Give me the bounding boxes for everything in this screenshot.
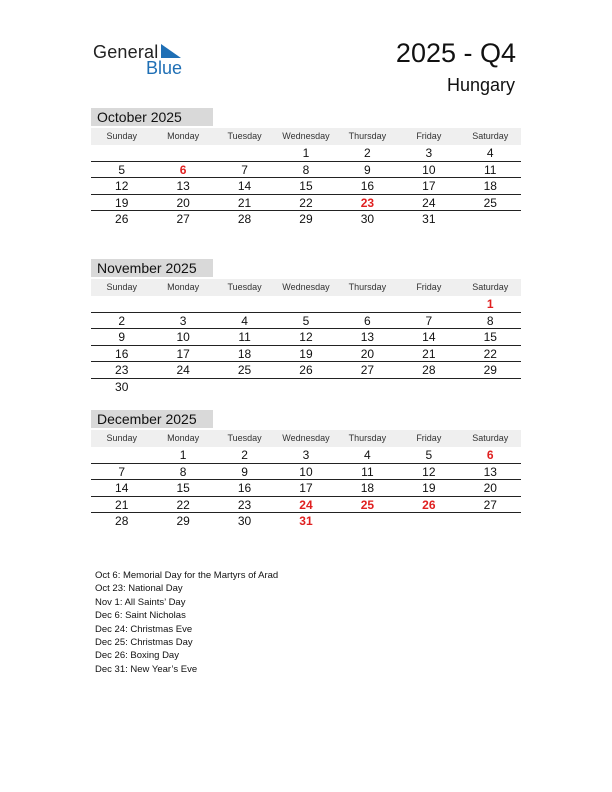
day-cell: 30 xyxy=(237,514,252,528)
day-cell: 20 xyxy=(176,195,190,210)
day-cell xyxy=(152,379,213,396)
day-cell: 7 xyxy=(118,464,126,479)
day-cell: 13 xyxy=(483,464,497,479)
day-cell: 14 xyxy=(237,179,252,193)
day-cell: 17 xyxy=(176,346,190,361)
day-cell: 13 xyxy=(360,330,375,344)
week-row xyxy=(91,362,521,379)
day-cell: 1 xyxy=(302,146,310,160)
day-cell: 15 xyxy=(299,179,313,193)
month-calendar xyxy=(91,108,521,228)
day-cell: 5 xyxy=(118,162,126,177)
holiday-note: Dec 24: Christmas Eve xyxy=(95,623,193,635)
day-cell: 30 xyxy=(115,379,129,394)
day-cell xyxy=(337,296,398,312)
day-cell: 9 xyxy=(118,330,126,344)
day-cell: 26 xyxy=(299,363,313,377)
day-cell: 27 xyxy=(176,212,190,226)
holiday-day-cell: 6 xyxy=(486,448,494,462)
weekday-label: Wednesday xyxy=(282,131,330,141)
weekday-label: Sunday xyxy=(106,282,137,292)
day-cell: 28 xyxy=(422,363,436,377)
month-title: October 2025 xyxy=(91,108,213,126)
day-cell xyxy=(91,296,152,312)
month-title: December 2025 xyxy=(91,410,213,428)
weekday-label: Monday xyxy=(167,131,200,141)
week-row xyxy=(91,296,521,313)
day-cell xyxy=(398,379,459,396)
week-row xyxy=(91,211,521,228)
day-cell: 3 xyxy=(302,448,310,462)
holiday-note: Nov 1: All Saints’ Day xyxy=(95,596,186,608)
weekday-label: Sunday xyxy=(106,433,137,443)
day-cell: 27 xyxy=(360,363,375,377)
country-name: Hungary xyxy=(446,75,515,95)
weekday-label: Saturday xyxy=(472,433,509,443)
holiday-day-cell: 31 xyxy=(299,514,313,528)
holiday-note: Oct 6: Memorial Day for the Martyrs of Arad xyxy=(95,570,279,581)
holiday-day-cell: 6 xyxy=(179,162,187,177)
day-cell: 31 xyxy=(422,212,436,226)
day-cell: 14 xyxy=(422,330,436,344)
day-cell: 23 xyxy=(115,363,129,377)
brand-word-blue: Blue xyxy=(146,58,183,78)
day-cell: 9 xyxy=(364,162,371,177)
day-cell: 7 xyxy=(425,313,433,328)
day-cell: 2 xyxy=(364,146,371,160)
day-cell: 10 xyxy=(299,464,313,479)
day-cell: 25 xyxy=(483,195,497,210)
week-row xyxy=(91,379,521,396)
day-cell: 8 xyxy=(302,162,310,177)
month-calendar xyxy=(91,259,521,395)
weekday-label: Tuesday xyxy=(227,131,262,141)
day-cell: 21 xyxy=(422,346,436,361)
day-cell: 22 xyxy=(176,497,190,512)
day-cell: 14 xyxy=(115,481,129,495)
day-cell xyxy=(152,145,213,161)
day-cell: 28 xyxy=(237,212,252,226)
day-cell: 18 xyxy=(483,179,497,193)
day-cell: 8 xyxy=(179,464,187,479)
holiday-day-cell: 26 xyxy=(422,497,436,512)
day-cell xyxy=(275,379,336,396)
holiday-day-cell: 25 xyxy=(360,497,375,512)
day-cell: 25 xyxy=(237,363,252,377)
day-cell xyxy=(398,513,459,530)
day-cell: 12 xyxy=(422,464,436,479)
day-cell xyxy=(337,379,398,396)
holiday-note: Dec 25: Christmas Day xyxy=(95,637,193,649)
day-cell: 4 xyxy=(364,448,371,462)
weekday-label: Monday xyxy=(167,282,200,292)
weekday-header xyxy=(91,430,521,447)
day-cell xyxy=(152,296,213,312)
week-row xyxy=(91,346,521,363)
day-cell: 30 xyxy=(360,212,375,226)
weekday-label: Monday xyxy=(167,433,200,443)
day-cell: 16 xyxy=(115,346,129,361)
week-row xyxy=(91,329,521,346)
month-calendar xyxy=(91,410,521,530)
day-cell: 16 xyxy=(360,179,375,193)
day-cell xyxy=(214,296,275,312)
day-cell: 10 xyxy=(176,330,190,344)
day-cell: 2 xyxy=(118,313,126,328)
day-cell: 12 xyxy=(299,330,313,344)
weekday-header xyxy=(91,279,521,296)
holiday-day-cell: 1 xyxy=(486,297,494,311)
day-cell xyxy=(460,513,521,530)
week-row xyxy=(91,447,521,464)
day-cell: 24 xyxy=(422,195,436,210)
holiday-day-cell: 23 xyxy=(360,195,375,210)
day-cell xyxy=(214,145,275,161)
week-row xyxy=(91,480,521,497)
day-cell: 22 xyxy=(299,195,313,210)
day-cell: 3 xyxy=(179,313,187,328)
day-cell: 20 xyxy=(483,481,497,495)
day-cell: 29 xyxy=(176,514,190,528)
day-cell xyxy=(214,379,275,396)
day-cell xyxy=(460,379,521,396)
week-row xyxy=(91,464,521,481)
day-cell: 19 xyxy=(422,481,436,495)
weekday-label: Wednesday xyxy=(282,433,330,443)
day-cell: 11 xyxy=(484,162,497,177)
day-cell: 13 xyxy=(176,179,190,193)
week-row xyxy=(91,195,521,212)
day-cell: 11 xyxy=(238,330,251,344)
day-cell: 18 xyxy=(360,481,375,495)
page-title: 2025 - Q4 xyxy=(395,38,516,68)
day-cell: 21 xyxy=(237,195,252,210)
day-cell: 20 xyxy=(360,346,375,361)
day-cell xyxy=(91,145,152,161)
day-cell xyxy=(337,513,398,530)
day-cell: 21 xyxy=(115,497,129,512)
day-cell: 4 xyxy=(486,146,494,160)
day-cell: 2 xyxy=(241,448,248,462)
day-cell: 5 xyxy=(302,313,310,328)
brand-word-general: General xyxy=(93,42,159,62)
week-row xyxy=(91,313,521,330)
day-cell: 18 xyxy=(237,346,252,361)
weekday-label: Saturday xyxy=(472,282,509,292)
weekday-label: Friday xyxy=(416,433,442,443)
holiday-note: Dec 6: Saint Nicholas xyxy=(95,610,186,622)
day-cell: 6 xyxy=(364,313,371,328)
day-cell: 8 xyxy=(486,313,494,328)
weekday-label: Friday xyxy=(416,282,442,292)
weekday-label: Tuesday xyxy=(227,282,262,292)
weekday-label: Friday xyxy=(416,131,442,141)
day-cell: 3 xyxy=(425,146,433,160)
day-cell: 28 xyxy=(115,514,129,528)
holiday-day-cell: 24 xyxy=(299,497,313,512)
day-cell: 15 xyxy=(176,481,190,495)
weekday-label: Thursday xyxy=(348,282,387,292)
day-cell: 23 xyxy=(237,497,252,512)
day-cell: 5 xyxy=(425,448,433,462)
day-cell: 19 xyxy=(299,346,313,361)
holiday-notes xyxy=(95,569,278,676)
day-cell: 29 xyxy=(299,212,313,226)
day-cell: 17 xyxy=(422,179,436,193)
weekday-label: Saturday xyxy=(472,131,509,141)
day-cell: 19 xyxy=(115,195,129,210)
day-cell xyxy=(398,296,459,312)
month-title: November 2025 xyxy=(91,259,213,277)
week-row xyxy=(91,513,521,530)
day-cell: 22 xyxy=(483,346,497,361)
weekday-label: Thursday xyxy=(348,131,387,141)
week-row xyxy=(91,162,521,179)
day-cell: 17 xyxy=(299,481,313,495)
day-cell: 27 xyxy=(483,497,497,512)
day-cell: 9 xyxy=(241,464,248,479)
week-row xyxy=(91,497,521,514)
day-cell: 26 xyxy=(115,212,129,226)
holiday-note: Dec 31: New Year’s Eve xyxy=(95,663,198,675)
day-cell: 24 xyxy=(176,363,190,377)
day-cell: 4 xyxy=(241,313,248,328)
day-cell xyxy=(275,296,336,312)
day-cell: 29 xyxy=(483,363,497,377)
weekday-label: Wednesday xyxy=(282,282,330,292)
day-cell: 10 xyxy=(422,162,436,177)
day-cell: 7 xyxy=(241,162,248,177)
day-cell: 1 xyxy=(179,448,187,462)
day-cell: 12 xyxy=(115,179,129,193)
day-cell: 16 xyxy=(237,481,252,495)
day-cell: 11 xyxy=(361,464,374,479)
brand-logo xyxy=(93,40,193,80)
weekday-header xyxy=(91,128,521,145)
day-cell xyxy=(91,447,152,463)
weekday-label: Tuesday xyxy=(227,433,262,443)
week-row xyxy=(91,178,521,195)
week-row xyxy=(91,145,521,162)
day-cell: 15 xyxy=(483,330,497,344)
holiday-note: Oct 23: National Day xyxy=(95,583,183,595)
holiday-note: Dec 26: Boxing Day xyxy=(95,650,179,662)
day-cell xyxy=(460,211,521,228)
weekday-label: Sunday xyxy=(106,131,137,141)
weekday-label: Thursday xyxy=(348,433,387,443)
